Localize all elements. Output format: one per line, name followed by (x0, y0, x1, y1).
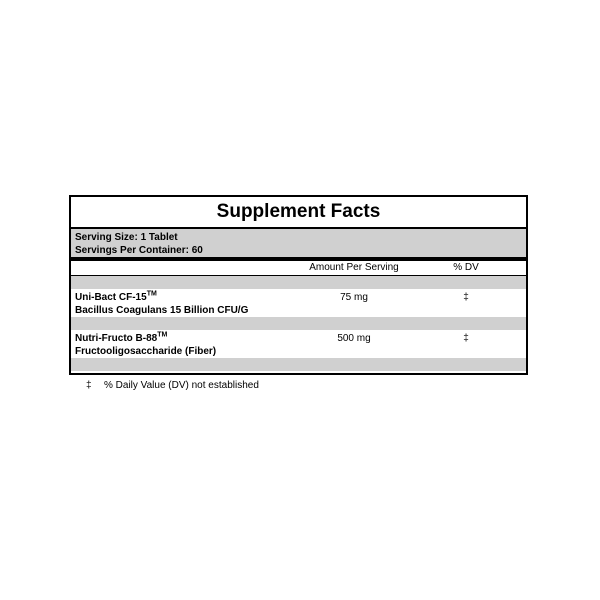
ingredient-dv: ‡ (463, 292, 469, 303)
trademark-mark: TM (157, 331, 168, 339)
amount-per-serving-header: Amount Per Serving (309, 262, 399, 273)
spacer-row (71, 358, 526, 371)
ingredient-row (71, 289, 526, 317)
footnote-symbol: ‡ (86, 380, 92, 391)
ingredient-name: Nutri-Fructo B-88 (75, 333, 158, 344)
ingredient-name-block (75, 332, 216, 358)
spacer-row (71, 317, 526, 330)
trademark-mark: TM (146, 290, 157, 298)
footnote-text: % Daily Value (DV) not established (104, 380, 259, 391)
ingredient-row (71, 330, 526, 358)
serving-size: Serving Size: 1 Tablet (75, 232, 178, 243)
serving-info (71, 229, 526, 257)
ingredient-dv: ‡ (463, 333, 469, 344)
spacer-row (71, 276, 526, 289)
servings-per-container: Servings Per Container: 60 (75, 245, 203, 256)
footnote (86, 380, 259, 391)
supplement-facts-panel (69, 195, 528, 375)
ingredient-description: Fructooligosaccharide (Fiber) (75, 346, 217, 357)
ingredient-description: Bacillus Coagulans 15 Billion CFU/G (75, 305, 249, 316)
ingredient-name: Uni-Bact CF-15 (75, 292, 147, 303)
ingredient-amount: 500 mg (337, 333, 371, 344)
ingredient-name-block (75, 291, 248, 317)
daily-value-header: % DV (453, 262, 479, 273)
column-header-row (71, 261, 526, 276)
ingredient-amount: 75 mg (340, 292, 368, 303)
panel-title: Supplement Facts (71, 197, 526, 229)
